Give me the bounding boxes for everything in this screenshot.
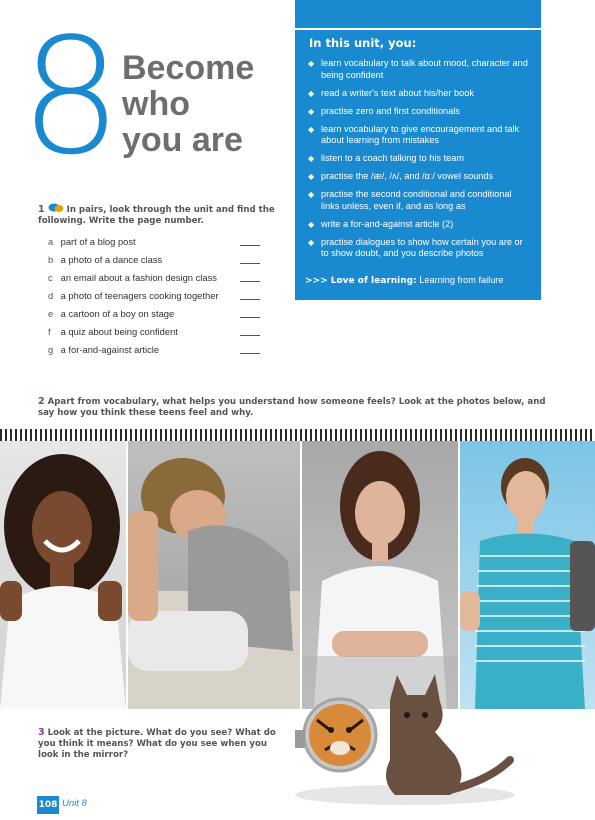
exercise-1-text: In pairs, look through the unit and find the following. Write the page number. — [38, 205, 275, 226]
love-of-learning-text: Learning from failure — [419, 275, 504, 285]
love-of-learning — [305, 275, 503, 286]
answer-blank[interactable] — [240, 317, 260, 318]
diamond-bullet-icon: ◆ — [308, 219, 315, 229]
exercise-2-text: Apart from vocabulary, what helps you understand how someone feels? Look at the photos below, and say how you think these teens feel and why. — [38, 397, 546, 418]
objective-item: ◆ practise zero and first conditionals — [308, 105, 460, 116]
unit-overview-panel — [295, 30, 541, 300]
exercise-3-text: Look at the picture. What do you see? What do you think it means? What do you see when you look in the mirror? — [38, 728, 276, 760]
exercise-number: 1 — [38, 204, 45, 215]
list-item: b a photo of a dance class — [48, 254, 268, 272]
objective-item: ◆ write a for-and-against article (2) — [308, 218, 454, 229]
objective-item: ◆ learn vocabulary to talk about mood, character and being confident — [308, 58, 528, 80]
unit-title-line: who — [122, 85, 190, 123]
panel-heading: In this unit, you: — [309, 36, 417, 50]
unit-number: 8 — [20, 3, 116, 190]
unit-label: Unit 8 — [62, 798, 87, 809]
list-item: e a cartoon of a boy on stage — [48, 308, 268, 326]
diamond-bullet-icon: ◆ — [308, 190, 315, 199]
unit-title — [122, 50, 292, 158]
answer-blank[interactable] — [240, 299, 260, 300]
kitten-mirror-illustration — [285, 660, 535, 810]
answer-blank[interactable] — [240, 335, 260, 336]
photo-sad-boy — [128, 441, 300, 709]
photo-happy-girl — [0, 441, 126, 709]
list-item: a part of a blog post — [48, 236, 268, 254]
objective-item: ◆ listen to a coach talking to his team — [308, 153, 464, 163]
objective-item: ◆ read a writer's text about his/her book — [308, 87, 474, 98]
page-number: 108 — [37, 796, 59, 814]
exercise-number: 2 — [38, 396, 45, 407]
answer-blank[interactable] — [240, 245, 260, 246]
diamond-bullet-icon: ◆ — [308, 124, 315, 134]
unit-title-line: Become — [122, 49, 255, 87]
list-item: c an email about a fashion design class — [48, 272, 268, 290]
objective-item: ◆ practise dialogues to show how certain you are or to show doubt, and you describe photos — [308, 236, 523, 258]
objectives-list — [295, 58, 541, 266]
answer-blank[interactable] — [240, 281, 260, 282]
list-item: g a for-and-against article — [48, 344, 268, 362]
exercise-1-instruction — [38, 203, 283, 227]
list-item: f a quiz about being confident — [48, 326, 268, 344]
pair-work-icon — [48, 203, 64, 213]
diamond-bullet-icon: ◆ — [308, 237, 315, 247]
objective-item: ◆ practise the second conditional and conditional links unless, even if, and as long as — [308, 189, 512, 211]
diamond-bullet-icon: ◆ — [308, 172, 315, 181]
diamond-bullet-icon: ◆ — [308, 106, 315, 116]
unit-title-line: you are — [122, 121, 243, 159]
exercise-1-list — [48, 236, 268, 362]
objective-item: ◆ practise the /æ/, /ʌ/, and /ɑː/ vowel sounds — [308, 171, 494, 181]
love-of-learning-label: >>> Love of learning: — [305, 276, 417, 286]
answer-blank[interactable] — [240, 263, 260, 264]
diamond-bullet-icon: ◆ — [308, 59, 315, 68]
panel-tab — [295, 0, 541, 28]
list-item: d a photo of teenagers cooking together — [48, 290, 268, 308]
exercise-number: 3 — [38, 727, 45, 738]
spiral-binding — [0, 429, 595, 441]
exercise-2-instruction — [38, 396, 558, 419]
diamond-bullet-icon: ◆ — [308, 88, 315, 98]
diamond-bullet-icon: ◆ — [308, 154, 315, 163]
objective-item: ◆ learn vocabulary to give encouragement and talk about learning from mistakes — [308, 123, 520, 145]
exercise-3-instruction — [38, 727, 278, 761]
answer-blank[interactable] — [240, 353, 260, 354]
